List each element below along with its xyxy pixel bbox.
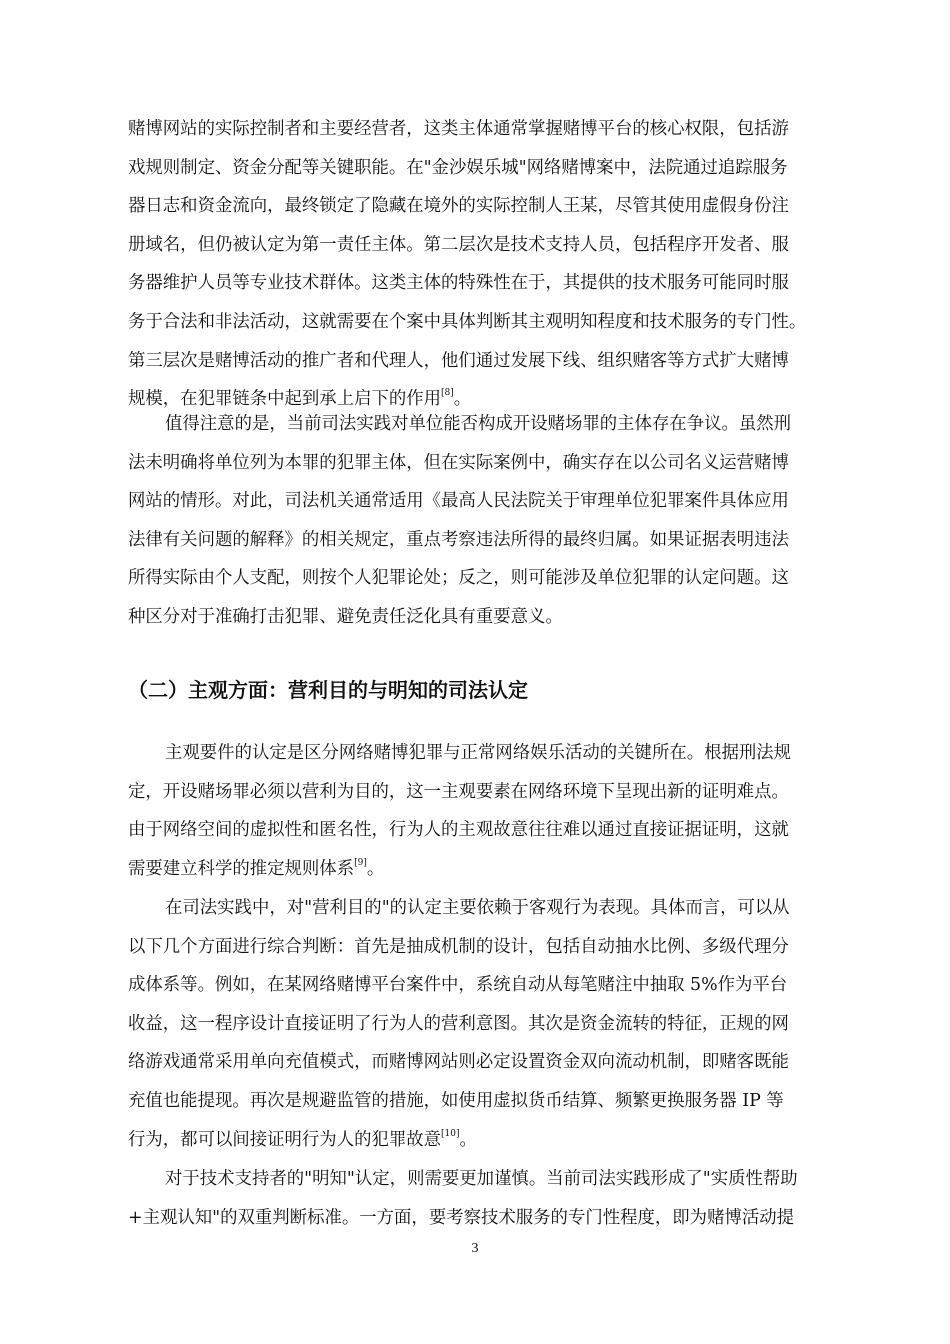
text-line: 第三层次是赌博活动的推广者和代理人，他们通过发展下线、组织赌客等方式扩大赌博	[128, 350, 789, 371]
text-line: 网站的情形。对此，司法机关通常适用《最高人民法院关于审理单位犯罪案件具体应用	[128, 491, 789, 512]
text-segment: 。	[366, 858, 385, 879]
paragraph-5	[128, 1160, 828, 1237]
text-line: 法律有关问题的解释》的相关规定，重点考察违法所得的最终归属。如果证据表明违法	[128, 529, 789, 550]
text-line: 所得实际由个人支配，则按个人犯罪论处；反之，则可能涉及单位犯罪的认定问题。这	[128, 568, 789, 589]
text-line: 由于网络空间的虚拟性和匿名性，行为人的主观故意往往难以通过直接证据证明，这就	[128, 820, 789, 841]
text-line: 戏规则制定、资金分配等关键职能。在"金沙娱乐城"网络赌博案中，法院通过追踪服务	[128, 157, 788, 178]
text-line-last	[128, 850, 828, 889]
text-segment: 。	[453, 389, 472, 410]
text-line: 成体系等。例如，在某网络赌博平台案件中，系统自动从每笔赌注中抽取 5%作为平台	[128, 975, 788, 996]
text-segment: 需要建立科学的推定规则体系	[128, 858, 355, 879]
text-segment: 规模，在犯罪链条中起到承上启下的作用	[128, 389, 442, 410]
text-line-last	[128, 1121, 828, 1160]
text-line: 在司法实践中，对"营利目的"的认定主要依赖于客观行为表现。具体而言，可以从	[165, 898, 790, 918]
text-line: 种区分对于准确打击犯罪、避免责任泛化具有重要意义。	[128, 606, 563, 627]
text-line: 收益，这一程序设计直接证明了行为人的营利意图。其次是资金流转的特征，正规的网	[128, 1013, 789, 1034]
text-line: 务于合法和非法活动，这就需要在个案中具体判断其主观明知程度和技术服务的专门性。	[128, 311, 807, 332]
text-line: 对于技术支持者的"明知"认定，则需要更加谨慎。当前司法实践形成了"实质性帮助	[165, 1169, 798, 1189]
paragraph-2	[128, 405, 828, 637]
text-line: 册域名，但仍被认定为第一责任主体。第二层次是技术支持人员，包括程序开发者、服	[128, 234, 789, 255]
text-segment: 行为，都可以间接证明行为人的犯罪故意	[128, 1129, 442, 1150]
text-line: 器日志和资金流向，最终锁定了隐藏在境外的实际控制人王某，尽管其使用虚假身份注	[128, 196, 789, 217]
text-line: 法未明确将单位列为本罪的犯罪主体，但在实际案例中，确实存在以公司名义运营赌博	[128, 452, 789, 473]
text-segment: 。	[459, 1129, 477, 1150]
text-line: 络游戏通常采用单向充值模式，而赌博网站则必定设置资金双向流动机制，即赌客既能	[128, 1052, 789, 1073]
text-line: 定，开设赌场罪必须以营利为目的，这一主观要素在网络环境下呈现出新的证明难点。	[128, 781, 789, 802]
paragraph-4	[128, 889, 828, 1159]
text-line: 主观要件的认定是区分网络赌博犯罪与正常网络娱乐活动的关键所在。根据刑法规	[165, 743, 792, 763]
citation-ref: [9]	[354, 857, 367, 868]
text-line: +主观认知"的双重判断标准。一方面，要考察技术服务的专门性程度，即为赌博活动提	[128, 1207, 795, 1228]
citation-ref: [8]	[441, 388, 454, 399]
page-number: 3	[471, 1241, 479, 1256]
text-line: 务器维护人员等专业技术群体。这类主体的特殊性在于，其提供的技术服务可能同时服	[128, 273, 789, 294]
paragraph-1	[128, 110, 828, 419]
text-line: 赌博网站的实际控制者和主要经营者，这类主体通常掌握赌博平台的核心权限，包括游	[128, 119, 789, 139]
text-line: 以下几个方面进行综合判断：首先是抽成机制的设计，包括自动抽水比例、多级代理分	[128, 936, 789, 957]
paragraph-3	[128, 734, 828, 888]
citation-ref: [10]	[441, 1128, 460, 1139]
text-line: 值得注意的是，当前司法实践对单位能否构成开设赌场罪的主体存在争议。虽然刑	[165, 414, 792, 434]
section-heading: （二）主观方面：营利目的与明知的司法认定	[128, 678, 528, 702]
text-line: 充值也能提现。再次是规避监管的措施，如使用虚拟货币结算、频繁更换服务器 IP 等	[128, 1090, 784, 1111]
